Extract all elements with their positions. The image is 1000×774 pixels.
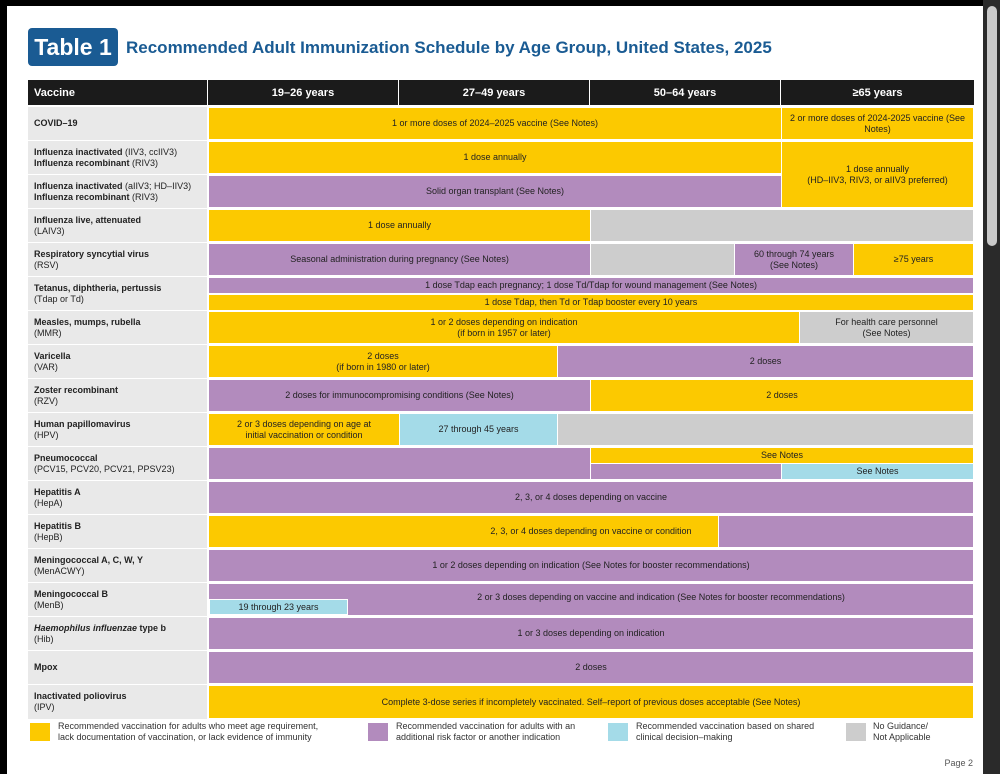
bar-zoster-immunocompromised: 2 doses for immunocompromising conditions (See Notes) [208, 379, 591, 412]
legend-text-blue: Recommended vaccination based on shared clinical decision–making [636, 721, 815, 742]
vaccine-menacwy: Meningococcal A, C, W, Y (MenACWY) [28, 549, 207, 582]
vertical-scrollbar[interactable] [983, 0, 1000, 774]
legend-swatch-purple [368, 723, 388, 741]
bar-menb-19-23: 19 through 23 years [209, 599, 348, 615]
vaccine-menb: Meningococcal B (MenB) [28, 583, 207, 616]
header-50-64: 50–64 years [590, 80, 780, 105]
header-65-plus: ≥65 years [781, 80, 974, 105]
bar-tdap-pregnancy: 1 dose Tdap each pregnancy; 1 dose Td/Tdap for wound management (See Notes) [208, 277, 974, 294]
vaccine-ipv: Inactivated poliovirus (IPV) [28, 685, 207, 719]
vaccine-hepatitis-b: Hepatitis B (HepB) [28, 515, 207, 548]
page-title: Recommended Adult Immunization Schedule by Age Group, United States, 2025 [126, 38, 772, 57]
bar-influenza-65: 1 dose annually (HD–IIV3, RIV3, or aIIV3 preferred) [781, 141, 974, 208]
bar-hpv-19-26: 2 or 3 doses depending on age at initial vaccination or condition [208, 413, 400, 446]
bar-menb-risk: 2 or 3 doses depending on vaccine and indication (See Notes for booster recommendations) [208, 583, 974, 616]
legend [28, 722, 974, 758]
bar-influenza-19-64: 1 dose annually [208, 141, 782, 174]
header-19-26: 19–26 years [208, 80, 398, 105]
vaccine-mpox: Mpox [28, 651, 207, 684]
legend-swatch-yellow [30, 723, 50, 741]
bar-rsv-75: ≥75 years [853, 243, 974, 276]
bar-rsv-pregnancy: Seasonal administration during pregnancy (See Notes) [208, 243, 591, 276]
bar-ipv: Complete 3-dose series if incompletely vaccinated. Self–report of previous doses acceptable (See Notes) [208, 685, 974, 719]
legend-text-gray: No Guidance/ Not Applicable [873, 721, 931, 742]
bar-hpv-27-45: 27 through 45 years [399, 413, 558, 446]
legend-text-purple: Recommended vaccination for adults with an additional risk factor or another indication [396, 721, 576, 742]
vaccine-hib: Haemophilus influenzae type b (Hib) [28, 617, 207, 650]
table-number-badge: Table 1 [28, 28, 118, 66]
bar-varicella-risk: 2 doses [557, 345, 974, 378]
vaccine-covid19: COVID–19 [28, 107, 207, 140]
vaccine-tdap: Tetanus, diphtheria, pertussis (Tdap or Td) [28, 277, 207, 310]
vaccine-varicella: Varicella (VAR) [28, 345, 207, 378]
bar-covid-19-64: 1 or more doses of 2024–2025 vaccine (See Notes) [208, 107, 782, 140]
scrollbar-thumb[interactable] [987, 6, 997, 246]
header-27-49: 27–49 years [399, 80, 589, 105]
bar-hib: 1 or 3 doses depending on indication [208, 617, 974, 650]
vaccine-influenza-inactivated: Influenza inactivated (IIV3, ccIIV3) Influenza recombinant (RIV3) [28, 141, 207, 174]
bar-pneumococcal-50-plus: See Notes [590, 447, 974, 464]
bar-covid-65: 2 or more doses of 2024-2025 vaccine (See Notes) [781, 107, 974, 140]
legend-swatch-blue [608, 723, 628, 741]
vaccine-hpv: Human papillomavirus (HPV) [28, 413, 207, 446]
bar-pneumococcal-risk [208, 447, 591, 480]
bar-mmr-hcp: For health care personnel (See Notes) [799, 311, 974, 344]
bar-laiv-no-guidance [590, 209, 974, 242]
bar-rsv-no-guidance [590, 243, 735, 276]
vaccine-mmr: Measles, mumps, rubella (MMR) [28, 311, 207, 344]
bar-tdap-booster: 1 dose Tdap, then Td or Tdap booster every 10 years [208, 294, 974, 311]
bar-hepb-label: 2, 3, or 4 doses depending on vaccine or condition [490, 526, 692, 537]
bar-hpv-no-guidance [557, 413, 974, 446]
header-vaccine: Vaccine [28, 80, 207, 105]
bar-mpox: 2 doses [208, 651, 974, 684]
bar-mmr: 1 or 2 doses depending on indication (if born in 1957 or later) [208, 311, 800, 344]
bar-influenza-transplant: Solid organ transplant (See Notes) [208, 175, 782, 208]
vaccine-influenza-high-dose: Influenza inactivated (aIIV3; HD–IIV3) Influenza recombinant (RIV3) [28, 175, 207, 208]
legend-text-yellow: Recommended vaccination for adults who meet age requirement, lack documentation of vaccination, or lack evidence of immunity [58, 721, 319, 742]
bar-hepa: 2, 3, or 4 doses depending on vaccine [208, 481, 974, 514]
vaccine-zoster: Zoster recombinant (RZV) [28, 379, 207, 412]
bar-pneumococcal-50-64-risk [590, 463, 782, 480]
vaccine-hepatitis-a: Hepatitis A (HepA) [28, 481, 207, 514]
bar-zoster-50-plus: 2 doses [590, 379, 974, 412]
document-page [7, 6, 983, 774]
immunization-schedule-table [28, 80, 974, 719]
vaccine-rsv: Respiratory syncytial virus (RSV) [28, 243, 207, 276]
bar-rsv-60-74: 60 through 74 years (See Notes) [734, 243, 854, 276]
vaccine-pneumococcal: Pneumococcal (PCV15, PCV20, PCV21, PPSV23) [28, 447, 207, 480]
bar-pneumococcal-65-shared: See Notes [781, 463, 974, 480]
bar-laiv-19-49: 1 dose annually [208, 209, 591, 242]
bar-varicella-born-1980: 2 doses (if born in 1980 or later) [208, 345, 558, 378]
vaccine-influenza-live: Influenza live, attenuated (LAIV3) [28, 209, 207, 242]
page-number: Page 2 [944, 758, 973, 768]
bar-menacwy: 1 or 2 doses depending on indication (See Notes for booster recommendations) [208, 549, 974, 582]
legend-swatch-gray [846, 723, 866, 741]
